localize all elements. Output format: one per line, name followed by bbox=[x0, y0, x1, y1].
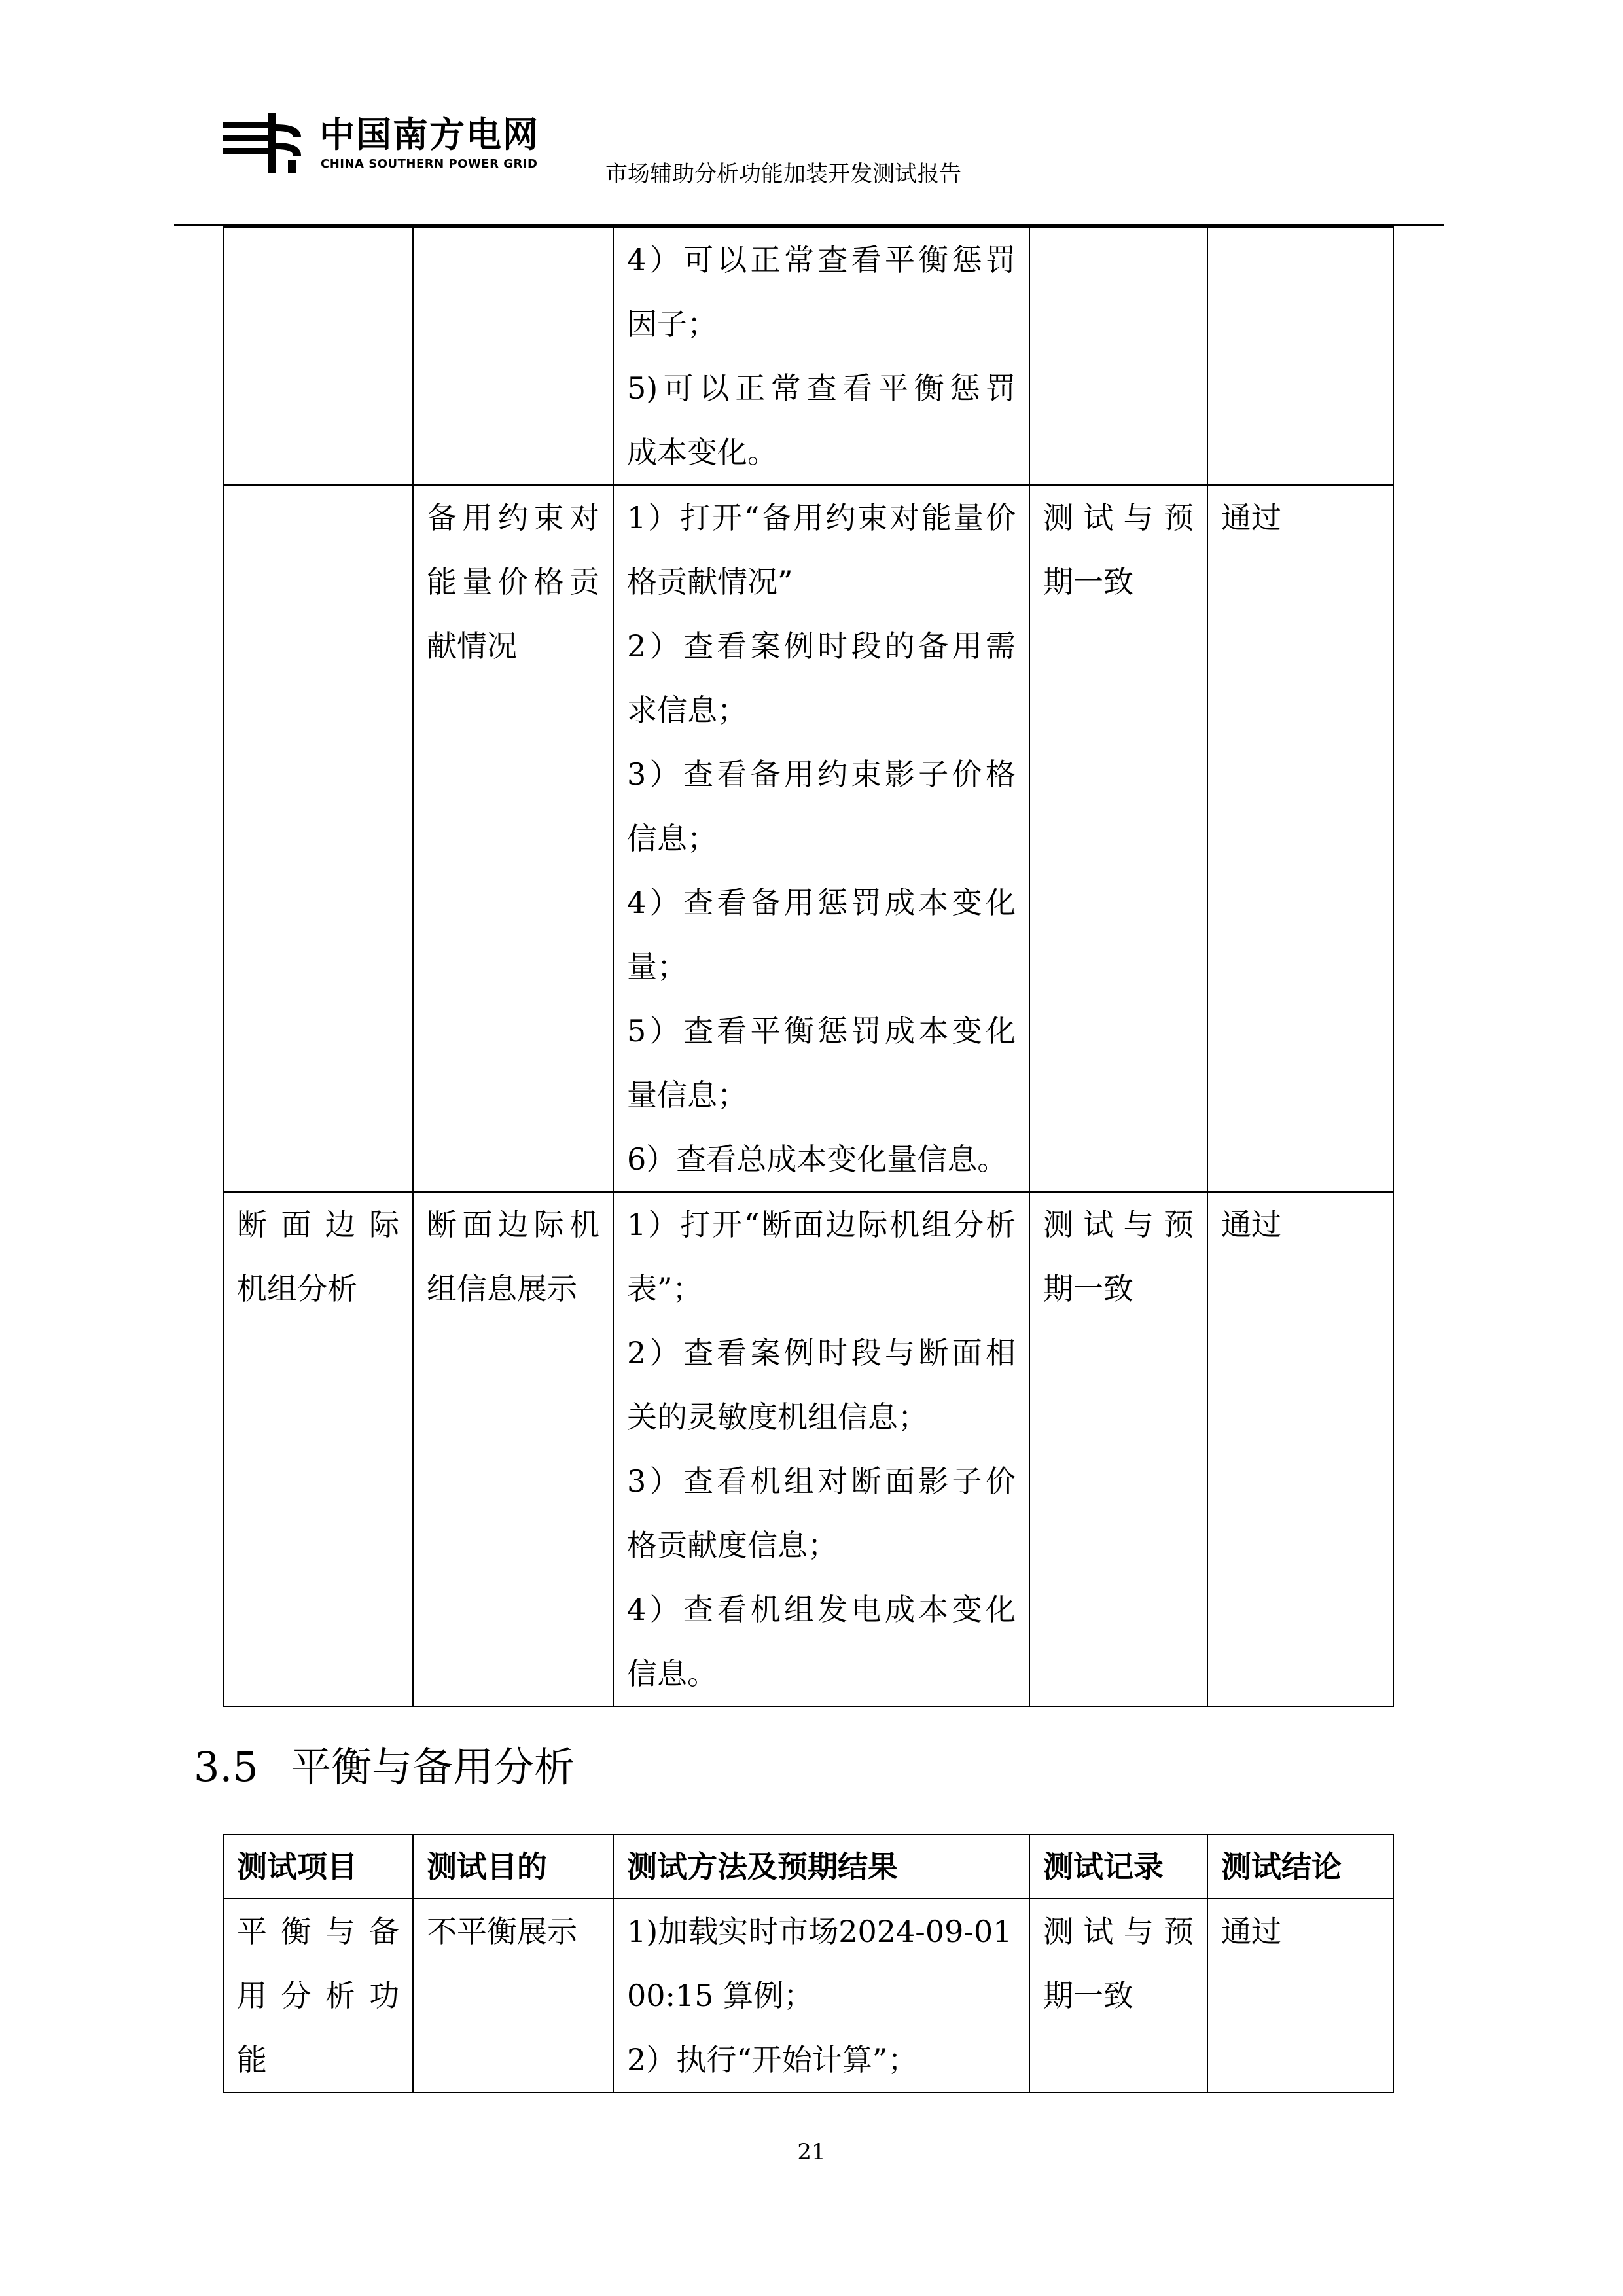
item-line: 用分析功 bbox=[237, 1978, 399, 2013]
test-method-cell bbox=[613, 227, 1029, 485]
page-number: 21 bbox=[797, 2139, 826, 2165]
csg-logo-icon bbox=[223, 113, 308, 173]
method-line: 信息。 bbox=[627, 1656, 717, 1691]
column-header: 测试记录 bbox=[1029, 1835, 1207, 1899]
test-conclusion-cell bbox=[1207, 227, 1393, 485]
item-line: 平衡与备 bbox=[237, 1914, 399, 1949]
purpose-line: 备用约束对 bbox=[427, 500, 599, 535]
test-purpose-cell bbox=[413, 1192, 613, 1706]
test-record-cell bbox=[1029, 1899, 1207, 2092]
company-logo bbox=[223, 113, 589, 178]
method-line: 4）可以正常查看平衡惩罚 bbox=[627, 242, 1016, 278]
test-conclusion-cell: 通过 bbox=[1207, 1192, 1393, 1706]
table-row bbox=[223, 1192, 1393, 1706]
item-line: 断面边际 bbox=[237, 1207, 399, 1242]
test-table-continued bbox=[223, 226, 1394, 1707]
test-item-cell bbox=[223, 1192, 413, 1706]
record-line: 期一致 bbox=[1043, 564, 1133, 600]
test-conclusion-cell: 通过 bbox=[1207, 485, 1393, 1192]
method-line: 1）打开“备用约束对能量价 bbox=[627, 500, 1016, 535]
method-line: 关的灵敏度机组信息； bbox=[627, 1399, 928, 1435]
method-line: 5)可以正常查看平衡惩罚 bbox=[627, 370, 1016, 406]
record-line: 测试与预 bbox=[1043, 1207, 1194, 1242]
method-line: 表”； bbox=[627, 1271, 703, 1306]
method-line: 1）打开“断面边际机组分析 bbox=[627, 1207, 1016, 1242]
test-method-cell bbox=[613, 1192, 1029, 1706]
table-row bbox=[223, 1899, 1393, 2092]
test-purpose-cell bbox=[413, 227, 613, 485]
purpose-line: 组信息展示 bbox=[427, 1271, 577, 1306]
test-record-cell bbox=[1029, 227, 1207, 485]
test-conclusion-cell: 通过 bbox=[1207, 1899, 1393, 2092]
method-line: 2）查看案例时段的备用需 bbox=[627, 628, 1016, 664]
method-line: 3）查看机组对断面影子价 bbox=[627, 1463, 1016, 1499]
logo-english-text: CHINA SOUTHERN POWER GRID bbox=[321, 157, 538, 171]
section-heading bbox=[194, 1741, 575, 1793]
purpose-line: 断面边际机 bbox=[427, 1207, 599, 1242]
purpose-line: 献情况 bbox=[427, 628, 517, 664]
method-line: 2）查看案例时段与断面相 bbox=[627, 1335, 1016, 1371]
header-divider bbox=[174, 224, 1444, 226]
method-line: 4）查看备用惩罚成本变化 bbox=[627, 885, 1016, 920]
method-line: 因子； bbox=[627, 306, 717, 342]
test-method-cell bbox=[613, 485, 1029, 1192]
method-line: 格贡献度信息； bbox=[627, 1528, 838, 1563]
test-table-balance-reserve bbox=[223, 1834, 1394, 2093]
test-record-cell bbox=[1029, 1192, 1207, 1706]
test-record-cell bbox=[1029, 485, 1207, 1192]
test-item-cell bbox=[223, 227, 413, 485]
column-header: 测试项目 bbox=[223, 1835, 413, 1899]
method-line: 成本变化。 bbox=[627, 435, 777, 470]
test-purpose-cell bbox=[413, 485, 613, 1192]
test-purpose-cell: 不平衡展示 bbox=[413, 1899, 613, 2092]
record-line: 期一致 bbox=[1043, 1978, 1133, 2013]
record-line: 测试与预 bbox=[1043, 1914, 1194, 1949]
test-item-cell bbox=[223, 485, 413, 1192]
column-header: 测试方法及预期结果 bbox=[613, 1835, 1029, 1899]
method-line: 量信息； bbox=[627, 1077, 747, 1113]
method-line: 3）查看备用约束影子价格 bbox=[627, 757, 1016, 792]
table-header-row bbox=[223, 1835, 1393, 1899]
method-line: 4）查看机组发电成本变化 bbox=[627, 1592, 1016, 1627]
section-title: 平衡与备用分析 bbox=[291, 1743, 575, 1791]
test-item-cell bbox=[223, 1899, 413, 2092]
column-header: 测试结论 bbox=[1207, 1835, 1393, 1899]
column-header: 测试目的 bbox=[413, 1835, 613, 1899]
method-line: 00:15 算例； bbox=[627, 1978, 814, 2013]
test-method-cell bbox=[613, 1899, 1029, 2092]
logo-chinese-text: 中国南方电网 bbox=[319, 114, 539, 155]
record-line: 测试与预 bbox=[1043, 500, 1194, 535]
method-line: 2）执行“开始计算”； bbox=[627, 2042, 918, 2077]
table-row bbox=[223, 485, 1393, 1192]
section-number: 3.5 bbox=[194, 1743, 259, 1791]
method-line: 求信息； bbox=[627, 692, 747, 728]
table-row bbox=[223, 227, 1393, 485]
method-line: 量； bbox=[627, 949, 687, 984]
method-line: 6）查看总成本变化量信息。 bbox=[627, 1141, 1008, 1177]
record-line: 期一致 bbox=[1043, 1271, 1133, 1306]
purpose-line: 能量价格贡 bbox=[427, 564, 599, 600]
report-title: 市场辅助分析功能加装开发测试报告 bbox=[605, 161, 961, 187]
item-line: 能 bbox=[237, 2042, 267, 2077]
method-line: 1)加载实时市场2024-09-01 bbox=[627, 1914, 1012, 1949]
method-line: 5）查看平衡惩罚成本变化 bbox=[627, 1013, 1016, 1049]
method-line: 格贡献情况” bbox=[627, 564, 793, 600]
method-line: 信息； bbox=[627, 821, 717, 856]
item-line: 机组分析 bbox=[237, 1271, 357, 1306]
